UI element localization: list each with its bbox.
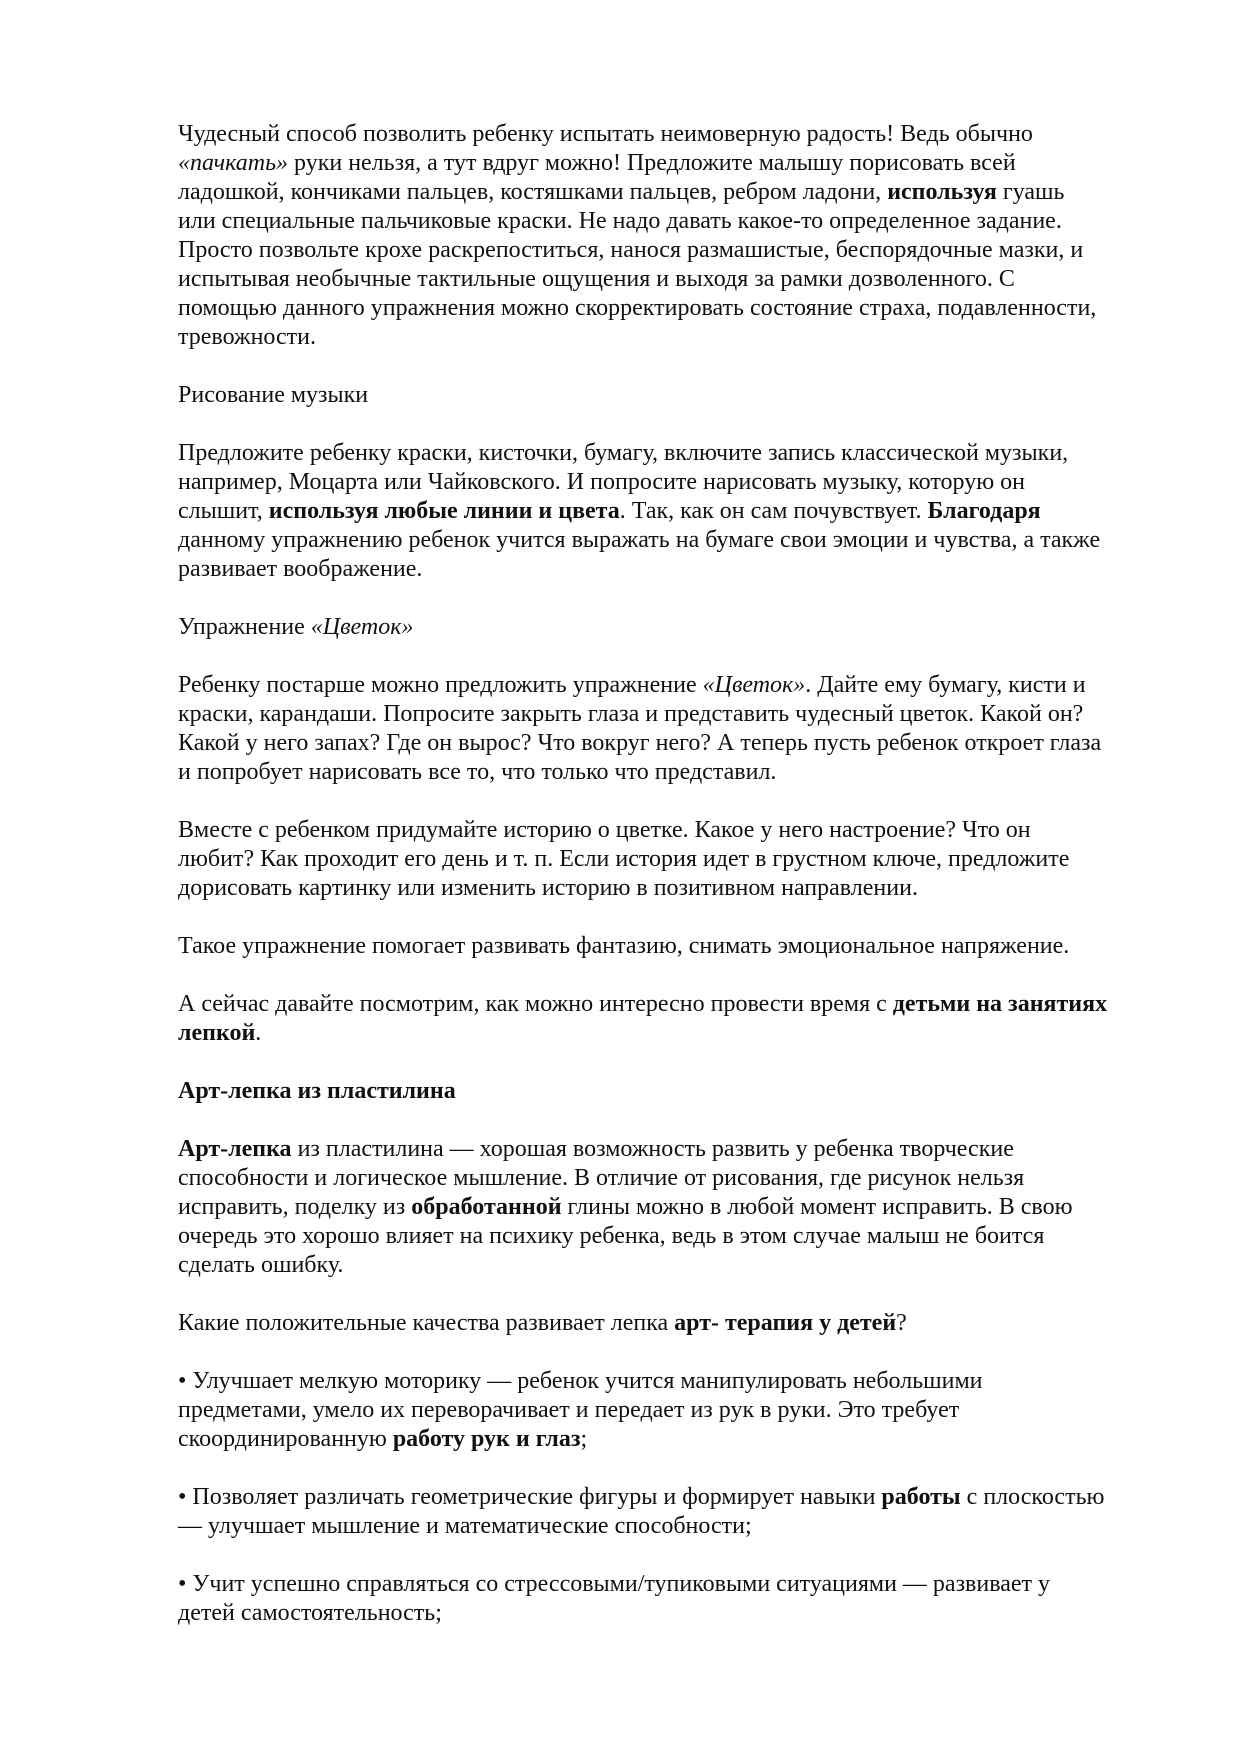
text-line [178,468,1178,497]
text-line [178,555,1178,584]
text-run: Какие положительные качества развивает лепка [178,1310,675,1336]
text-line [178,758,1178,787]
text-run: — улучшает мышление и математические способности; [178,1513,752,1539]
paragraph [178,816,1178,903]
text-run: предметами, умело их переворачивает и передает из рук в руки. Это требует [178,1397,960,1423]
text-line [178,1367,1178,1396]
text-line [178,1309,1178,1338]
text-line [178,178,1178,207]
text-line [178,1193,1178,1222]
text-run: дорисовать картинку или изменить историю в позитивном направлении. [178,875,918,901]
text-run: исправить, поделку из [178,1194,412,1220]
text-run: Предложите ребенку краски, кисточки, бумагу, включите запись классической музыки, [178,440,1069,466]
text-line [178,1512,1178,1541]
bold-text: обработанной [411,1194,562,1220]
text-line [178,1425,1178,1454]
text-run: Какой у него запах? Где он вырос? Что вокруг него? А теперь пусть ребенок откроет глаза [178,730,1102,756]
heading [178,1077,1178,1106]
italic-text: «Цветок» [702,672,806,698]
text-run: Вместе с ребенком придумайте историю о цветке. Какое у него настроение? Что он [178,817,1031,843]
text-run: глины можно в любой момент исправить. В свою [561,1194,1073,1220]
text-line [178,149,1178,178]
text-run: • Учит успешно справляться со стрессовыми/тупиковыми ситуациями — развивает у [178,1571,1051,1597]
bold-text: лепкой [178,1020,256,1046]
text-line [178,439,1178,468]
text-run: или специальные пальчиковые краски. Не надо давать какое-то определенное задание. [178,208,1062,234]
text-run: развивает воображение. [178,556,423,582]
text-line [178,1396,1178,1425]
text-run: очередь это хорошо влияет на психику ребенка, ведь в этом случае малыш не боится [178,1223,1045,1249]
text-run: скоординированную [178,1426,393,1452]
text-run: и попробует нарисовать все то, что только что представил. [178,759,777,785]
text-run: . Так, как он сам почувствует. [619,498,928,524]
subheading [178,381,1178,410]
text-line [178,1077,1178,1106]
bold-text: используя любые линии и цвета [268,498,620,524]
text-run: слышит, [178,498,269,524]
text-run: детей самостоятельность; [178,1600,442,1626]
text-run: Упражнение [178,614,311,640]
bold-text: детьми на занятиях [892,991,1108,1017]
bullet-item [178,1483,1178,1541]
text-run: руки нельзя, а тут вдруг можно! Предложите малышу порисовать всей [288,150,1016,176]
bullet-item [178,1367,1178,1454]
text-line [178,294,1178,323]
text-run: • Улучшает мелкую моторику — ребенок учится манипулировать небольшими [178,1368,983,1394]
italic-text: «Цветок» [310,614,414,640]
bold-text: арт- терапия у детей [674,1310,897,1336]
text-line [178,1251,1178,1280]
text-line [178,1570,1178,1599]
text-line [178,381,1178,410]
text-line [178,1135,1178,1164]
text-line [178,671,1178,700]
document-page [178,120,1178,1657]
text-run: краски, карандаши. Попросите закрыть глаза и представить чудесный цветок. Какой он? [178,701,1084,727]
text-run: Рисование музыки [178,382,369,408]
paragraph [178,671,1178,787]
text-line [178,874,1178,903]
text-run: например, Моцарта или Чайковского. И попросите нарисовать музыку, которую он [178,469,1025,495]
text-line [178,1599,1178,1628]
text-run: испытывая необычные тактильные ощущения и выходя за рамки дозволенного. С [178,266,1015,292]
text-line [178,1164,1178,1193]
text-line [178,526,1178,555]
bold-text: используя [887,179,997,205]
text-line [178,729,1178,758]
text-run: А сейчас давайте посмотрим, как можно интересно провести время с [178,991,893,1017]
text-line [178,323,1178,352]
text-line [178,816,1178,845]
subheading [178,613,1178,642]
paragraph [178,932,1178,961]
paragraph [178,120,1178,352]
text-run: из пластилина — хорошая возможность развить у ребенка творческие [291,1136,1014,1162]
text-run: способности и логическое мышление. В отличие от рисования, где рисунок нельзя [178,1165,1025,1191]
text-line [178,932,1178,961]
text-run: с плоскостью [960,1484,1105,1510]
text-line [178,700,1178,729]
text-run: сделать ошибку. [178,1252,344,1278]
bold-text: Арт-лепка из пластилина [178,1078,456,1104]
text-run: тревожности. [178,324,317,350]
text-line [178,990,1178,1019]
text-line [178,1019,1178,1048]
text-line [178,845,1178,874]
text-run: ? [896,1310,907,1336]
text-run: Ребенку постарше можно предложить упражнение [178,672,703,698]
text-run: Просто позвольте крохе раскрепоститься, нанося размашистые, беспорядочные мазки, и [178,237,1084,263]
paragraph [178,1135,1178,1280]
text-run: Чудесный способ позволить ребенку испытать неимоверную радость! Ведь обычно [178,121,1033,147]
paragraph [178,1309,1178,1338]
text-run: • Позволяет различать геометрические фигуры и формирует навыки [178,1484,882,1510]
bullet-item [178,1570,1178,1628]
text-line [178,236,1178,265]
bold-text: Благодаря [927,498,1041,524]
paragraph [178,439,1178,584]
text-line [178,613,1178,642]
bold-text: Арт-лепка [178,1136,292,1162]
text-run: ; [580,1426,588,1452]
text-run: любит? Как проходит его день и т. п. Если история идет в грустном ключе, предложите [178,846,1070,872]
bold-text: работы [881,1484,961,1510]
text-line [178,207,1178,236]
italic-text: «пачкать» [178,150,289,176]
text-run: данному упражнению ребенок учится выражать на бумаге свои эмоции и чувства, а также [178,527,1101,553]
text-run: . [255,1020,262,1046]
text-line [178,1222,1178,1251]
text-run: ладошкой, кончиками пальцев, костяшками пальцев, ребром ладони, [178,179,888,205]
text-line [178,120,1178,149]
paragraph [178,990,1178,1048]
text-run: Такое упражнение помогает развивать фантазию, снимать эмоциональное напряжение. [178,933,1070,959]
text-line [178,1483,1178,1512]
text-run: помощью данного упражнения можно скорректировать состояние страха, подавленности, [178,295,1097,321]
text-run: гуашь [996,179,1065,205]
bold-text: работу рук и глаз [392,1426,581,1452]
text-run: . Дайте ему бумагу, кисти и [805,672,1086,698]
text-line [178,265,1178,294]
text-line [178,497,1178,526]
